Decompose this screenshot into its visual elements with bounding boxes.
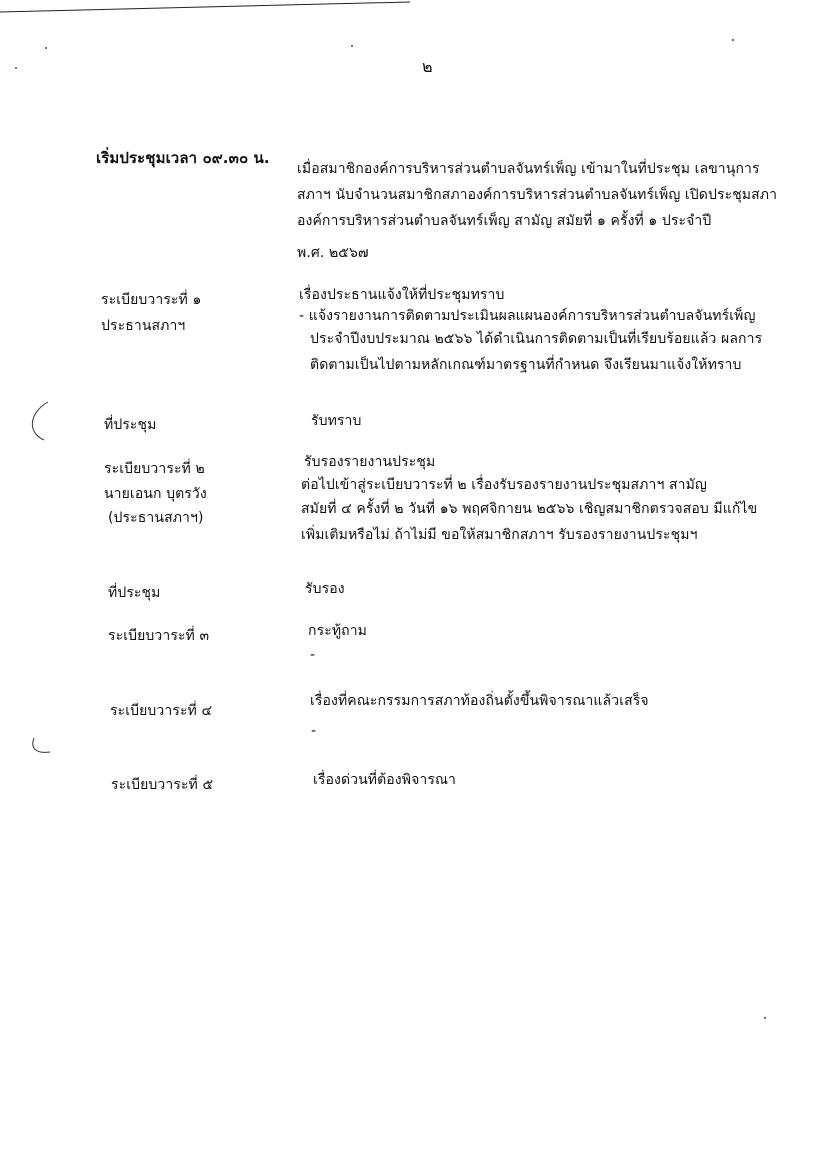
opening-line-1: เมื่อสมาชิกองค์การบริหารส่วนตำบลจันทร์เพ็ญ เข้ามาในที่ประชุม เลขานุการ <box>297 161 760 177</box>
scan-mark-left-1 <box>32 402 48 440</box>
agenda2-label: ระเบียบวาระที่ ๒ <box>104 461 205 477</box>
agenda1-meeting-label: ที่ประชุม <box>104 417 157 433</box>
agenda1-line-1: - แจ้งรายงานการติดตามประเมินผลแผนองค์การบริหารส่วนตำบลจันทร์เพ็ญ <box>299 308 756 324</box>
agenda1-line-3: ติดตามเป็นไปตามหลักเกณฑ์มาตรฐานที่กำหนด จึงเรียนมาแจ้งให้ทราบ <box>310 357 742 373</box>
agenda2-resolution: รับรอง <box>305 581 345 597</box>
agenda5-label: ระเบียบวาระที่ ๕ <box>111 777 214 793</box>
agenda2-title: รับรองรายงานประชุม <box>304 454 436 470</box>
scan-mark-left-2 <box>33 738 50 752</box>
opening-line-4: พ.ศ. ๒๕๖๗ <box>297 245 369 261</box>
agenda2-line-1: ต่อไปเข้าสู่ระเบียบวาระที่ ๒ เรื่องรับรองรายงานประชุมสภาฯ สามัญ <box>301 477 707 493</box>
agenda1-resolution: รับทราบ <box>311 413 362 429</box>
agenda4-note: - <box>311 723 317 739</box>
agenda2-line-3: เพิ่มเติมหรือไม่ ถ้าไม่มี ขอให้สมาชิกสภาฯ รับรองรายงานประชุมฯ <box>301 527 698 543</box>
agenda3-note: - <box>310 647 316 663</box>
agenda1-line-2: ประจำปีงบประมาณ ๒๕๖๖ ได้ดำเนินการติดตามเป็นที่เรียบร้อยแล้ว ผลการ <box>310 331 763 347</box>
opening-time-label: เริ่มประชุมเวลา ๐๙.๓๐ น. <box>96 149 270 167</box>
agenda1-title: เรื่องประธานแจ้งให้ที่ประชุมทราบ <box>299 287 505 303</box>
opening-line-3: องค์การบริหารส่วนตำบลจันทร์เพ็ญ สามัญ สมัยที่ ๑ ครั้งที่ ๑ ประจำปี <box>297 213 712 229</box>
agenda2-speaker-name: นายเอนก บุตรวัง <box>104 486 207 502</box>
agenda3-label: ระเบียบวาระที่ ๓ <box>108 628 210 644</box>
agenda5-title: เรื่องด่วนที่ต้องพิจารณา <box>313 772 456 788</box>
page-number: ๒ <box>422 57 433 76</box>
agenda2-line-2: สมัยที่ ๔ ครั้งที่ ๒ วันที่ ๑๖ พฤศจิกายน ๒๕๖๖ เชิญสมาชิกตรวจสอบ มีแก้ไข <box>301 501 758 517</box>
agenda4-label: ระเบียบวาระที่ ๔ <box>110 703 213 719</box>
scan-dot-4 <box>15 67 17 69</box>
agenda2-speaker-role: (ประธานสภาฯ) <box>108 510 204 526</box>
scan-dot-5 <box>764 1017 766 1019</box>
agenda1-speaker: ประธานสภาฯ <box>101 318 186 334</box>
scan-dot-3 <box>732 39 734 41</box>
agenda2-meeting-label: ที่ประชุม <box>108 585 161 601</box>
agenda1-label: ระเบียบวาระที่ ๑ <box>101 292 202 308</box>
agenda3-title: กระทู้ถาม <box>308 623 368 639</box>
scan-dot-1 <box>45 47 47 49</box>
scan-top-edge-line <box>0 2 410 12</box>
agenda4-title: เรื่องที่คณะกรรมการสภาท้องถิ่นตั้งขึ้นพิจารณาแล้วเสร็จ <box>310 693 649 709</box>
scan-dot-2 <box>351 45 353 47</box>
opening-line-2: สภาฯ นับจำนวนสมาชิกสภาองค์การบริหารส่วนตำบลจันทร์เพ็ญ เปิดประชุมสภา <box>297 187 778 203</box>
